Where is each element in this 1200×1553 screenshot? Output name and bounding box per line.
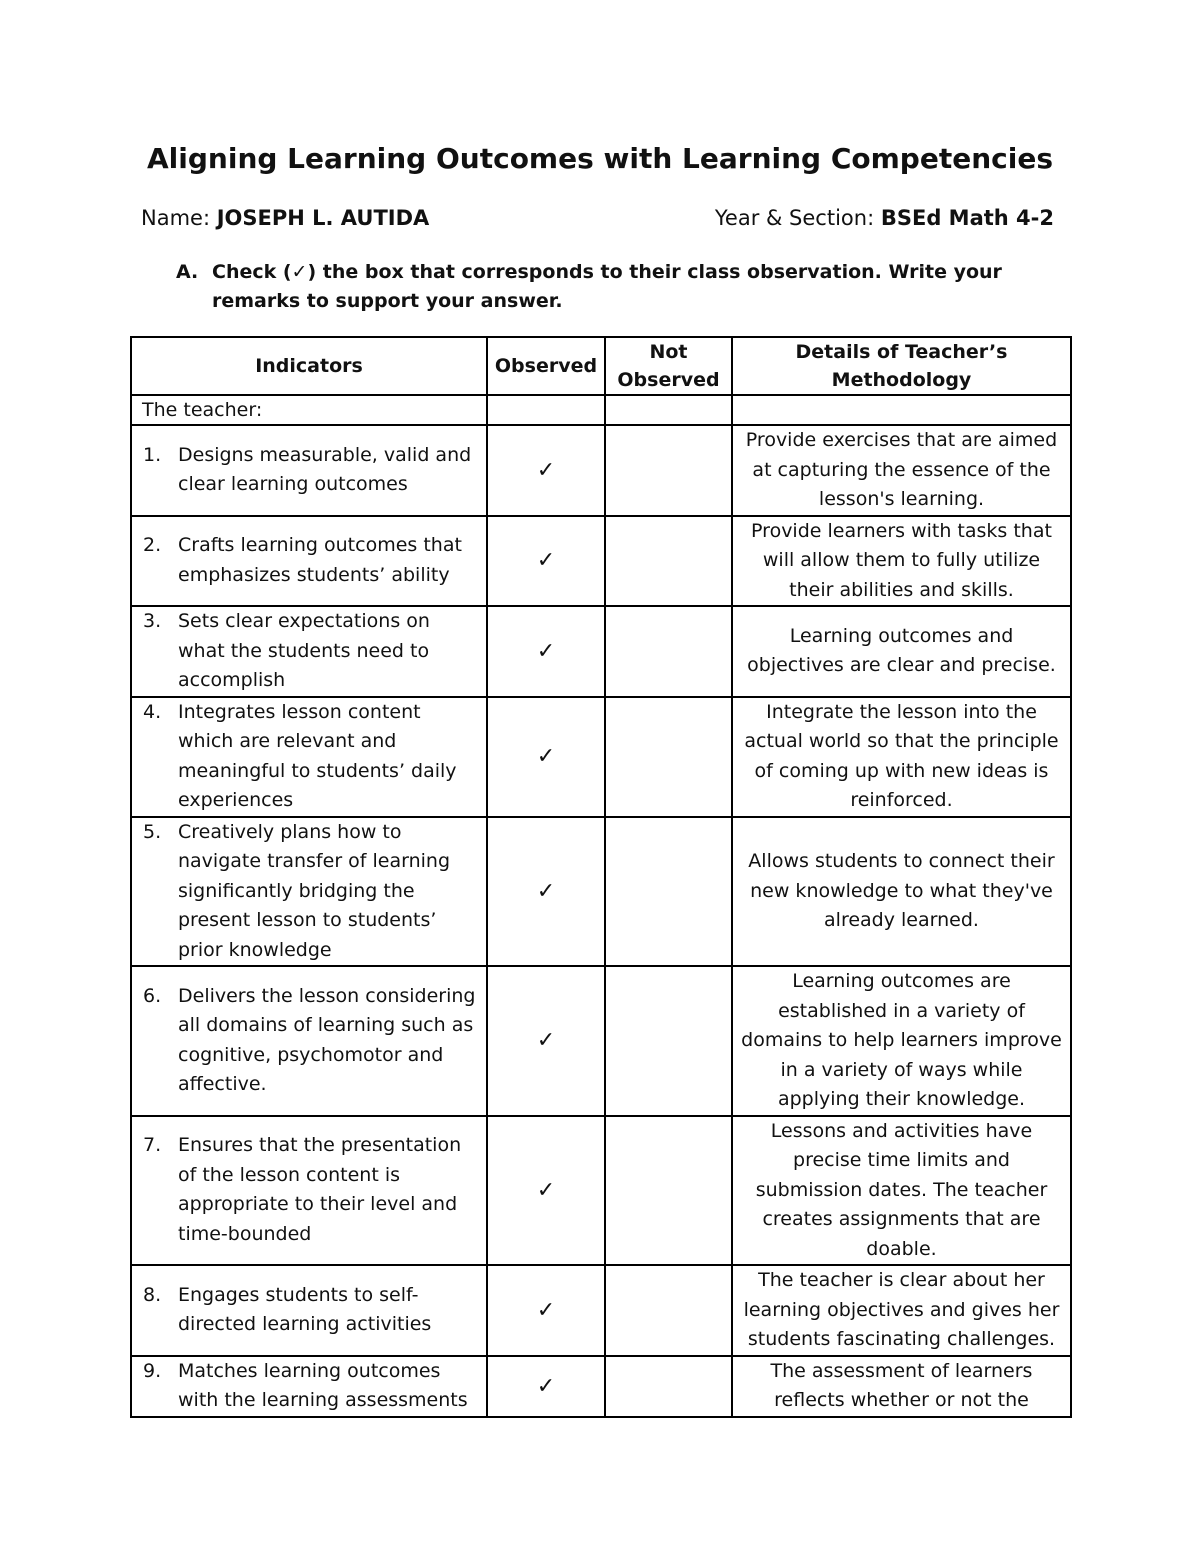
indicator-number: 9. — [143, 1359, 162, 1382]
indicator-number: 6. — [143, 984, 162, 1007]
page-title: Aligning Learning Outcomes with Learning Competencies — [147, 142, 1053, 175]
observed-checkbox[interactable]: ✓ — [487, 966, 605, 1116]
details-cell — [732, 395, 1071, 425]
intro-cell: The teacher: — [131, 395, 487, 425]
indicator-number: 3. — [143, 610, 162, 632]
header-observed: Observed — [487, 337, 605, 395]
details-text: Integrate the lesson into the actual world so that the principle of coming up with new ideas is reinforced. — [732, 697, 1071, 817]
not-observed-checkbox[interactable] — [605, 516, 732, 607]
table-row — [131, 425, 1071, 516]
not-observed-checkbox[interactable] — [605, 425, 732, 516]
observed-checkbox[interactable]: ✓ — [487, 697, 605, 817]
observed-checkbox[interactable]: ✓ — [487, 606, 605, 697]
not-observed-checkbox[interactable] — [605, 697, 732, 817]
not-observed-checkbox[interactable] — [605, 1356, 732, 1417]
table-row — [131, 606, 1071, 697]
not-observed-cell[interactable] — [605, 395, 732, 425]
not-observed-checkbox[interactable] — [605, 1265, 732, 1356]
year-section-line — [715, 206, 1054, 230]
indicator-number: 5. — [143, 820, 162, 843]
table-row — [131, 966, 1071, 1116]
details-text: Learning outcomes and objectives are clear and precise. — [732, 606, 1071, 697]
header-details: Details of Teacher’s Methodology — [732, 337, 1071, 395]
details-text: Lessons and activities have precise time limits and submission dates. The teacher creates assignments that are doable. — [732, 1116, 1071, 1266]
observed-checkbox[interactable]: ✓ — [487, 1116, 605, 1266]
indicator-text: Integrates lesson content which are relevant and meaningful to students’ daily experiences — [178, 700, 457, 811]
instruction-text: Check (✓) the box that corresponds to their class observation. Write your remarks to support your answer. — [212, 261, 1002, 312]
name-line — [141, 206, 429, 230]
observation-table — [130, 336, 1072, 1418]
indicator-text: Sets clear expectations on what the students need to accomplish — [178, 610, 430, 691]
indicator-number: 1. — [143, 443, 162, 466]
not-observed-checkbox[interactable] — [605, 817, 732, 967]
indicator-text: Ensures that the presentation of the lesson content is appropriate to their level and time-bounded — [178, 1134, 462, 1245]
details-text: The assessment of learners reflects whether or not the — [732, 1356, 1071, 1417]
observed-checkbox[interactable]: ✓ — [487, 516, 605, 607]
observed-checkbox[interactable]: ✓ — [487, 1356, 605, 1417]
indicator-text: Delivers the lesson considering all domains of learning such as cognitive, psychomotor and affective. — [178, 984, 476, 1096]
table-row — [131, 817, 1071, 967]
observed-checkbox[interactable]: ✓ — [487, 425, 605, 516]
indicator-number: 2. — [143, 534, 162, 557]
name-label: Name: — [141, 206, 211, 230]
section-label: Year & Section: — [714, 206, 875, 230]
table-header-row — [131, 337, 1071, 395]
observed-cell[interactable] — [487, 395, 605, 425]
not-observed-checkbox[interactable] — [605, 606, 732, 697]
indicator-number: 4. — [143, 700, 162, 723]
details-text: The teacher is clear about her learning objectives and gives her students fascinating challenges. — [732, 1265, 1071, 1356]
details-text: Allows students to connect their new knowledge to what they've already learned. — [732, 817, 1071, 967]
instruction — [176, 258, 1056, 316]
instruction-letter: A. — [176, 261, 199, 283]
observed-checkbox[interactable]: ✓ — [487, 1265, 605, 1356]
indicator-number: 8. — [143, 1283, 162, 1306]
details-text: Provide learners with tasks that will allow them to fully utilize their abilities and skills. — [732, 516, 1071, 607]
section-value: BSEd Math 4-2 — [880, 206, 1054, 230]
details-text: Learning outcomes are established in a variety of domains to help learners improve in a variety of ways while applying their knowledge. — [732, 966, 1071, 1116]
table-row-intro — [131, 395, 1071, 425]
not-observed-checkbox[interactable] — [605, 966, 732, 1116]
indicator-number: 7. — [143, 1134, 162, 1157]
name-value: JOSEPH L. AUTIDA — [216, 206, 430, 230]
observed-checkbox[interactable]: ✓ — [487, 817, 605, 967]
indicator-text: Designs measurable, valid and clear learning outcomes — [178, 443, 472, 496]
not-observed-checkbox[interactable] — [605, 1116, 732, 1266]
table-row — [131, 697, 1071, 817]
indicator-text: Crafts learning outcomes that emphasizes students’ ability — [178, 534, 462, 586]
table-row — [131, 1265, 1071, 1356]
header-indicators: Indicators — [131, 337, 487, 395]
details-text: Provide exercises that are aimed at capturing the essence of the lesson's learning. — [732, 425, 1071, 516]
table-row — [131, 516, 1071, 607]
indicator-text: Engages students to self-directed learning activities — [178, 1283, 432, 1336]
indicator-text: Creatively plans how to navigate transfer of learning significantly bridging the present lesson to students’ prior knowledge — [178, 820, 451, 961]
table-row — [131, 1116, 1071, 1266]
header-not-observed: Not Observed — [605, 337, 732, 395]
table-row — [131, 1356, 1071, 1417]
indicator-text: Matches learning outcomes with the learning assessments — [178, 1359, 468, 1411]
